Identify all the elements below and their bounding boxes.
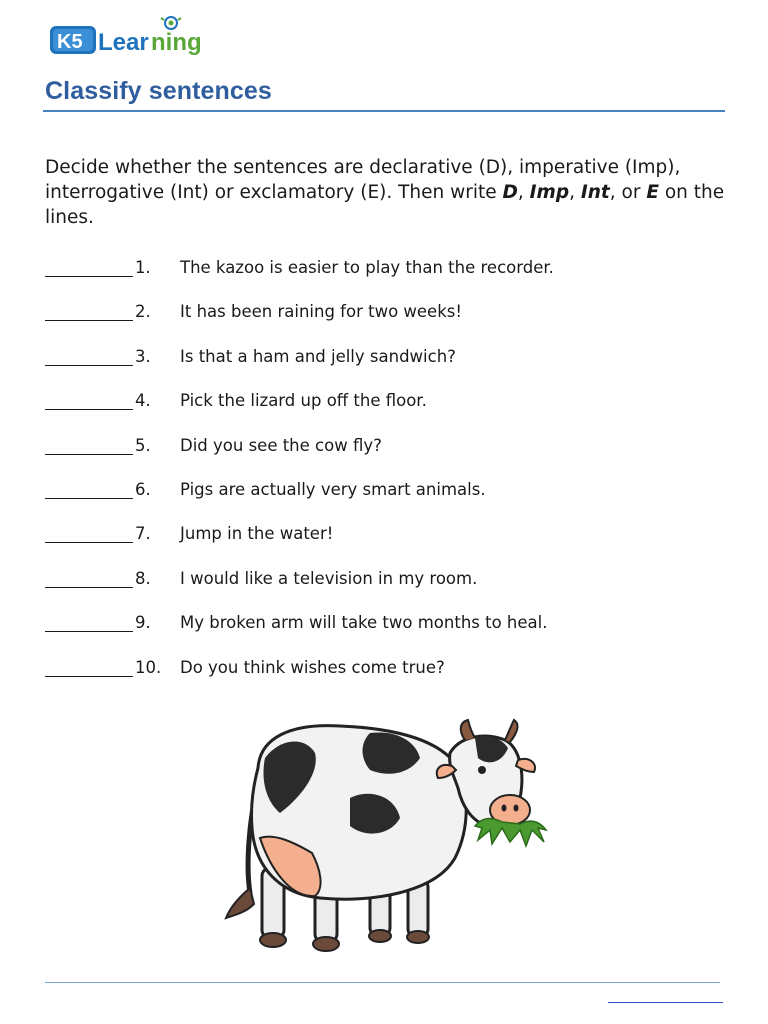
- answer-blank[interactable]: [45, 276, 133, 277]
- question-number: 2.: [135, 302, 151, 322]
- question-item: [45, 522, 725, 566]
- answer-blank[interactable]: [45, 365, 133, 366]
- question-text: My broken arm will take two months to heal.: [180, 613, 548, 633]
- question-item: [45, 434, 725, 478]
- question-text: I would like a television in my room.: [180, 568, 478, 588]
- question-text: Do you think wishes come true?: [180, 657, 445, 677]
- question-text: Did you see the cow fly?: [180, 435, 382, 455]
- label-imp: Imp: [529, 182, 570, 203]
- question-text: Jump in the water!: [180, 524, 334, 544]
- k5-learning-logo[interactable]: [48, 14, 213, 58]
- question-number: 6.: [135, 479, 151, 499]
- answer-blank[interactable]: [45, 454, 133, 455]
- label-e: E: [646, 182, 659, 203]
- question-item: [45, 345, 725, 389]
- answer-blank[interactable]: [45, 409, 133, 410]
- question-number: 8.: [135, 568, 151, 588]
- question-text: Is that a ham and jelly sandwich?: [180, 346, 456, 366]
- answer-blank[interactable]: [45, 587, 133, 588]
- question-item: [45, 611, 725, 655]
- question-text: Pick the lizard up off the floor.: [180, 391, 427, 411]
- instructions: Decide whether the sentences are declarative (D), imperative (Imp), interrogative (Int) or exclamatory (E). Then write D, Imp, Int, or E on the lines.: [45, 157, 725, 228]
- answer-blank[interactable]: [45, 542, 133, 543]
- footer-link[interactable]: [608, 1002, 723, 1003]
- answer-blank[interactable]: [45, 498, 133, 499]
- question-number: 7.: [135, 524, 151, 544]
- question-list: [45, 256, 725, 700]
- footer-divider: [45, 982, 720, 983]
- page-title: Classify sentences: [45, 77, 272, 105]
- question-number: 10.: [135, 657, 162, 677]
- question-item: [45, 389, 725, 433]
- question-number: 5.: [135, 435, 151, 455]
- label-d: D: [502, 182, 518, 203]
- title-divider: [43, 110, 725, 112]
- question-text: Pigs are actually very smart animals.: [180, 479, 486, 499]
- label-int: Int: [580, 182, 610, 203]
- question-text: It has been raining for two weeks!: [180, 302, 462, 322]
- question-number: 1.: [135, 258, 151, 277]
- svg-text:ning: ning: [151, 29, 202, 56]
- svg-text:K5: K5: [57, 31, 83, 53]
- question-item: [45, 656, 725, 700]
- question-item: [45, 478, 725, 522]
- cow-illustration: [220, 718, 550, 963]
- question-number: 9.: [135, 613, 151, 633]
- question-number: 4.: [135, 391, 151, 411]
- svg-text:Lear: Lear: [98, 29, 149, 56]
- answer-blank[interactable]: [45, 320, 133, 321]
- question-item: [45, 567, 725, 611]
- answer-blank[interactable]: [45, 676, 133, 677]
- question-text: The kazoo is easier to play than the recorder.: [180, 258, 554, 277]
- question-number: 3.: [135, 346, 151, 366]
- question-item: [45, 256, 725, 300]
- answer-blank[interactable]: [45, 631, 133, 632]
- question-item: [45, 300, 725, 344]
